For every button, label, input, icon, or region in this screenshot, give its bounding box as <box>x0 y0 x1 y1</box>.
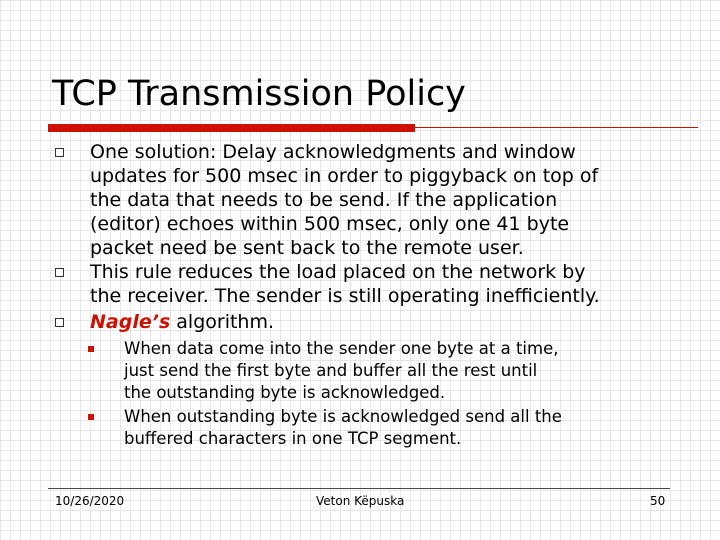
bullet-2-line-1: This rule reduces the load placed on the network by <box>90 261 586 283</box>
title-underline-thin <box>415 127 698 128</box>
sub-bullet-1-line-3: the outstanding byte is acknowledged. <box>124 383 446 402</box>
footer-author: Veton Këpuska <box>316 494 405 508</box>
bullet-square-icon <box>55 148 64 157</box>
bullet-1-line-4: (editor) echoes within 500 msec, only one 41 byte <box>90 213 570 235</box>
sub-bullet-1-line-2: just send the first byte and buffer all the rest until <box>124 361 538 380</box>
bullet-1-line-3: the data that needs to be send. If the application <box>90 189 558 211</box>
nagle-emphasis: Nagle’s <box>90 311 171 333</box>
sub-bullet-2-line-2: buffered characters in one TCP segment. <box>124 429 462 448</box>
bullet-1-line-2: updates for 500 msec in order to piggyback on top of <box>90 165 599 187</box>
bullet-square-icon <box>55 268 64 277</box>
bullet-1-line-5: packet need be sent back to the remote user. <box>90 237 524 259</box>
bullet-3-rest: algorithm. <box>170 311 275 333</box>
sub-bullet-2-line-1: When outstanding byte is acknowledged send all the <box>124 407 562 426</box>
sub-bullet-square-icon <box>88 346 94 352</box>
title-underline-thick <box>48 124 415 132</box>
footer-divider <box>48 488 670 489</box>
sub-bullet-square-icon <box>88 414 94 420</box>
slide-title: TCP Transmission Policy <box>52 74 466 114</box>
footer-date: 10/26/2020 <box>55 494 125 508</box>
bullet-2-line-2: the receiver. The sender is still operating inefficiently. <box>90 285 600 307</box>
title-underline <box>48 124 698 132</box>
sub-bullet-1-line-1: When data come into the sender one byte at a time, <box>124 339 559 358</box>
footer-page-number: 50 <box>650 494 666 508</box>
bullet-1-line-1: One solution: Delay acknowledgments and window <box>90 141 576 163</box>
bullet-3 <box>90 310 274 334</box>
bullet-square-icon <box>55 318 64 327</box>
